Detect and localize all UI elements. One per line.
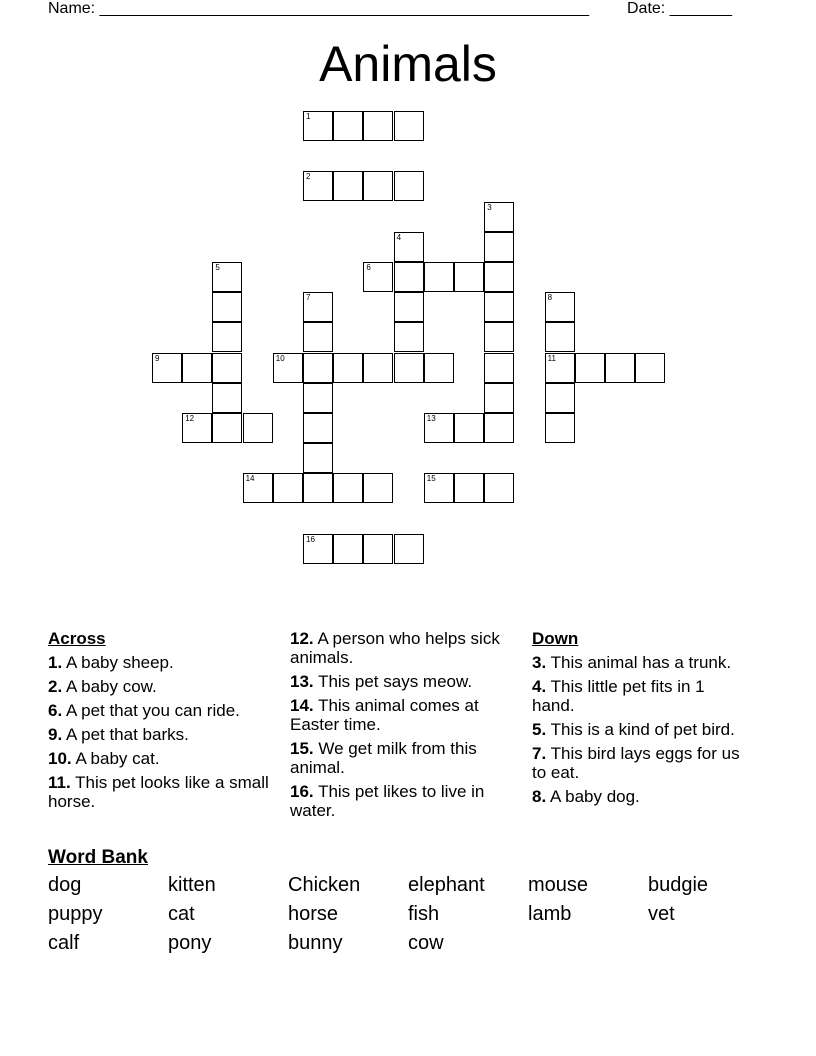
down-clues — [532, 629, 747, 811]
word-bank-title: Word Bank — [48, 847, 148, 868]
clue-across-14: 14. This animal comes at Easter time. — [290, 696, 479, 734]
crossword-cell[interactable] — [484, 262, 514, 292]
crossword-cell[interactable] — [182, 413, 212, 443]
clue-number: 2 — [306, 172, 311, 182]
word-bank-item: lamb — [528, 903, 572, 925]
crossword-cell[interactable] — [484, 353, 514, 383]
crossword-cell[interactable] — [484, 232, 514, 262]
clue-across-15: 15. We get milk from this animal. — [290, 739, 477, 777]
crossword-cell[interactable] — [303, 171, 333, 201]
clue-number: 5 — [215, 263, 220, 272]
crossword-cell[interactable] — [424, 353, 454, 383]
crossword-cell[interactable] — [152, 353, 182, 383]
clue-down-5: 5. This is a kind of pet bird. — [532, 720, 735, 739]
clue-number: 9 — [155, 353, 160, 363]
crossword-cell[interactable] — [484, 473, 514, 503]
clue-across-1: 1. A baby sheep. — [48, 653, 174, 672]
crossword-cell[interactable] — [363, 171, 393, 201]
clue-number: 14 — [245, 474, 255, 484]
clue-number: 16 — [306, 534, 315, 544]
crossword-cell[interactable] — [484, 322, 514, 352]
across-clues-continued — [290, 629, 518, 825]
crossword-cell[interactable] — [303, 353, 333, 383]
crossword-cell[interactable] — [394, 111, 424, 141]
crossword-cell[interactable] — [212, 322, 242, 352]
crossword-cell[interactable] — [394, 171, 424, 201]
clue-number: 11 — [547, 353, 556, 363]
crossword-cell[interactable] — [303, 443, 333, 473]
crossword-cell[interactable] — [394, 322, 424, 352]
crossword-cell[interactable] — [394, 232, 424, 262]
crossword-cell[interactable] — [484, 202, 514, 232]
clue-down-4: 4. This little pet fits in 1 hand. — [532, 677, 705, 715]
down-heading: Down — [532, 629, 579, 648]
clue-number: 10 — [275, 353, 285, 363]
date-field[interactable]: Date: _______ — [627, 0, 732, 17]
word-bank-item: dog — [48, 874, 82, 896]
word-bank-item: Chicken — [288, 874, 361, 896]
crossword-cell[interactable] — [484, 292, 514, 322]
crossword-cell[interactable] — [394, 534, 424, 564]
clue-number: 4 — [396, 232, 402, 242]
crossword-cell[interactable] — [273, 473, 303, 503]
crossword-cell[interactable] — [333, 171, 363, 201]
crossword-cell[interactable] — [303, 111, 333, 141]
word-bank-item: puppy — [48, 903, 103, 925]
clue-across-2: 2. A baby cow. — [48, 677, 157, 696]
word-bank-item: bunny — [288, 932, 343, 954]
crossword-cell[interactable] — [545, 292, 575, 322]
crossword-cell[interactable] — [212, 292, 242, 322]
word-bank-item: budgie — [648, 874, 709, 896]
crossword-cell[interactable] — [545, 353, 575, 383]
clue-number: 6 — [366, 263, 371, 272]
crossword-cell[interactable] — [182, 353, 212, 383]
clue-number: 3 — [487, 202, 492, 212]
clue-number: 8 — [547, 293, 553, 303]
crossword-cell[interactable] — [484, 383, 514, 413]
crossword-cell[interactable] — [333, 534, 363, 564]
word-bank-item: horse — [288, 903, 339, 925]
crossword-cell[interactable] — [424, 473, 454, 503]
word-bank-item: cow — [408, 932, 444, 954]
clue-across-10: 10. A baby cat. — [48, 749, 160, 768]
page-title: Animals — [319, 36, 497, 92]
crossword-cell[interactable] — [212, 413, 242, 443]
crossword-cell[interactable] — [303, 534, 333, 564]
crossword-cell[interactable] — [454, 262, 484, 292]
across-heading: Across — [48, 629, 106, 648]
word-bank-item: fish — [408, 903, 440, 925]
crossword-cell[interactable] — [635, 353, 665, 383]
crossword-cell[interactable] — [363, 262, 393, 292]
crossword-cell[interactable] — [394, 262, 424, 292]
crossword-cell[interactable] — [303, 383, 333, 413]
crossword-cell[interactable] — [303, 413, 333, 443]
clue-across-9: 9. A pet that barks. — [48, 725, 189, 744]
crossword-cell[interactable] — [363, 111, 393, 141]
crossword-cell[interactable] — [394, 292, 424, 322]
crossword-cell[interactable] — [303, 473, 333, 503]
crossword-cell[interactable] — [273, 353, 303, 383]
crossword-cell[interactable] — [424, 262, 454, 292]
crossword-cell[interactable] — [454, 413, 484, 443]
crossword-cell[interactable] — [424, 413, 454, 443]
crossword-cell[interactable] — [545, 322, 575, 352]
crossword-cell[interactable] — [484, 413, 514, 443]
crossword-cell[interactable] — [212, 353, 242, 383]
word-bank-item: pony — [168, 932, 212, 954]
crossword-cell[interactable] — [333, 353, 363, 383]
crossword-cell[interactable] — [575, 353, 605, 383]
word-bank — [48, 874, 778, 955]
word-bank-item: mouse — [528, 874, 589, 896]
clue-down-7: 7. This bird lays eggs for us to eat. — [532, 744, 740, 782]
clue-number: 15 — [426, 474, 436, 484]
name-field[interactable]: Name: _______________________________________________________ — [48, 0, 589, 17]
clue-down-8: 8. A baby dog. — [532, 787, 640, 806]
crossword-cell[interactable] — [243, 413, 273, 443]
crossword-cell[interactable] — [363, 353, 393, 383]
crossword-cell[interactable] — [212, 383, 242, 413]
across-clues — [48, 629, 273, 816]
crossword-cell[interactable] — [545, 383, 575, 413]
crossword-cell[interactable] — [605, 353, 635, 383]
crossword-cell[interactable] — [303, 322, 333, 352]
clue-across-13: 13. This pet says meow. — [290, 672, 473, 691]
word-bank-item: elephant — [408, 874, 485, 896]
word-bank-item: cat — [168, 903, 195, 925]
clue-across-16: 16. This pet likes to live in water. — [290, 782, 485, 820]
crossword-cell[interactable] — [363, 473, 393, 503]
crossword-cell[interactable] — [303, 292, 333, 322]
crossword-cell[interactable] — [333, 111, 363, 141]
word-bank-item: calf — [48, 932, 80, 954]
crossword-cell[interactable] — [212, 262, 242, 292]
word-bank-item: vet — [648, 903, 675, 925]
clue-number: 13 — [426, 414, 436, 423]
crossword-cell[interactable] — [454, 473, 484, 503]
clue-number: 7 — [306, 293, 311, 303]
clue-across-11: 11. This pet looks like a small horse. — [48, 773, 269, 811]
clue-number: 1 — [306, 112, 311, 121]
crossword-cell[interactable] — [243, 473, 273, 503]
clue-across-12: 12. A person who helps sick animals. — [290, 629, 500, 667]
clue-across-6: 6. A pet that you can ride. — [48, 701, 240, 720]
crossword-cell[interactable] — [363, 534, 393, 564]
crossword-cell[interactable] — [333, 473, 363, 503]
crossword-cell[interactable] — [394, 353, 424, 383]
clue-down-3: 3. This animal has a trunk. — [532, 653, 732, 672]
crossword-cell[interactable] — [545, 413, 575, 443]
clue-number: 12 — [185, 414, 195, 423]
word-bank-item: kitten — [168, 874, 216, 896]
